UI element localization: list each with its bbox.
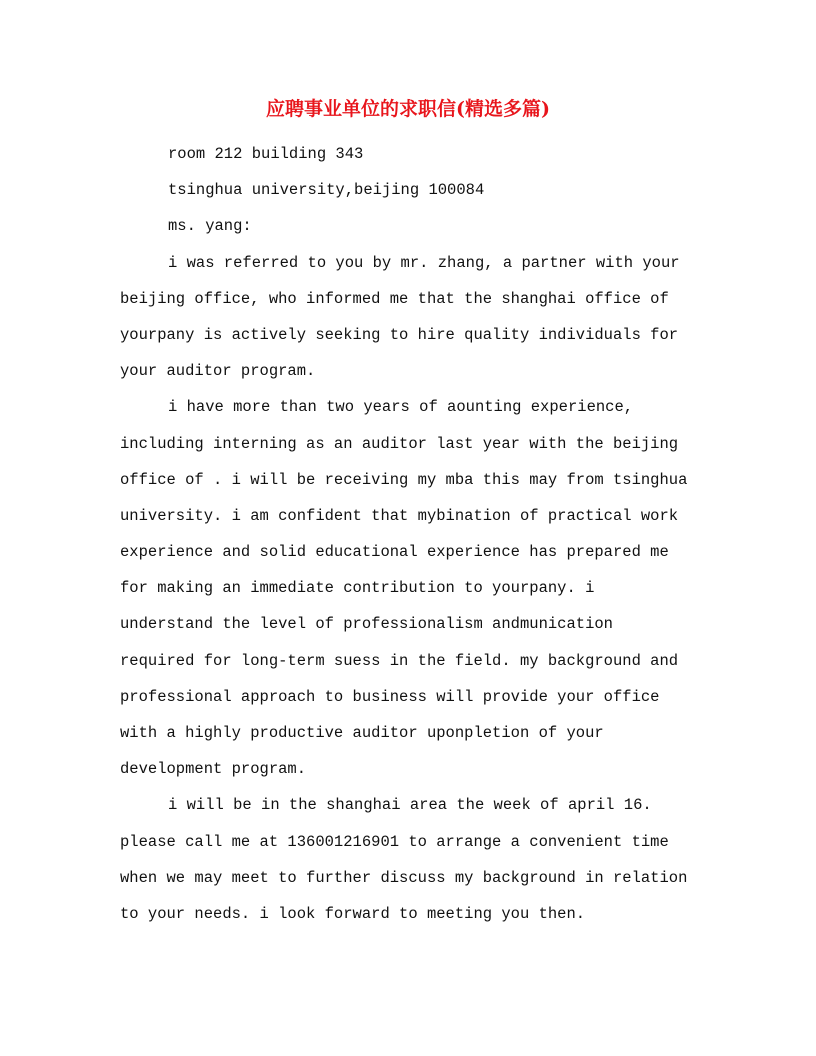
paragraph-2-line-6: for making an immediate contribution to yourpany. i [120,579,595,598]
letter-body [120,136,700,932]
salutation: ms. yang: [168,217,252,236]
address-line-1: room 212 building 343 [168,145,364,163]
paragraph-2-line-5: experience and solid educational experience has prepared me [120,543,669,562]
paragraph-1-line-4: your auditor program. [120,362,316,381]
paragraph-2-line-11: development program. [120,760,307,779]
paragraph-3-line-4: to your needs. i look forward to meeting you then. [120,904,586,923]
paragraph-3-line-1: i will be in the shanghai area the week of april 16. [168,796,652,815]
paragraph-1-line-2: beijing office, who informed me that the shanghai office of [120,289,669,308]
paragraph-2-line-8: required for long-term suess in the field. my background and [120,651,679,670]
paragraph-2-line-10: with a highly productive auditor uponpletion of your [120,724,604,742]
paragraph-2-line-4: university. i am confident that mybination of practical work [120,506,679,525]
paragraph-1-line-1: i was referred to you by mr. zhang, a partner with your [168,253,680,272]
document-title: 应聘事业单位的求职信(精选多篇) [266,98,550,120]
paragraph-2-line-2: including interning as an auditor last year with the beijing [120,434,679,453]
paragraph-3-line-2: please call me at 136001216901 to arrange a convenient time [120,832,669,851]
paragraph-2-line-1: i have more than two years of aounting experience, [168,398,634,417]
paragraph-3-line-3: when we may meet to further discuss my background in relation [120,868,688,887]
address-line-2: tsinghua university,beijing 100084 [168,181,485,200]
paragraph-2-line-9: professional approach to business will provide your office [120,687,660,706]
paragraph-2-line-3: office of . i will be receiving my mba this may from tsinghua [120,470,688,489]
paragraph-1-line-3: yourpany is actively seeking to hire quality individuals for [120,325,679,344]
paragraph-2-line-7: understand the level of professionalism andmunication [120,615,613,634]
